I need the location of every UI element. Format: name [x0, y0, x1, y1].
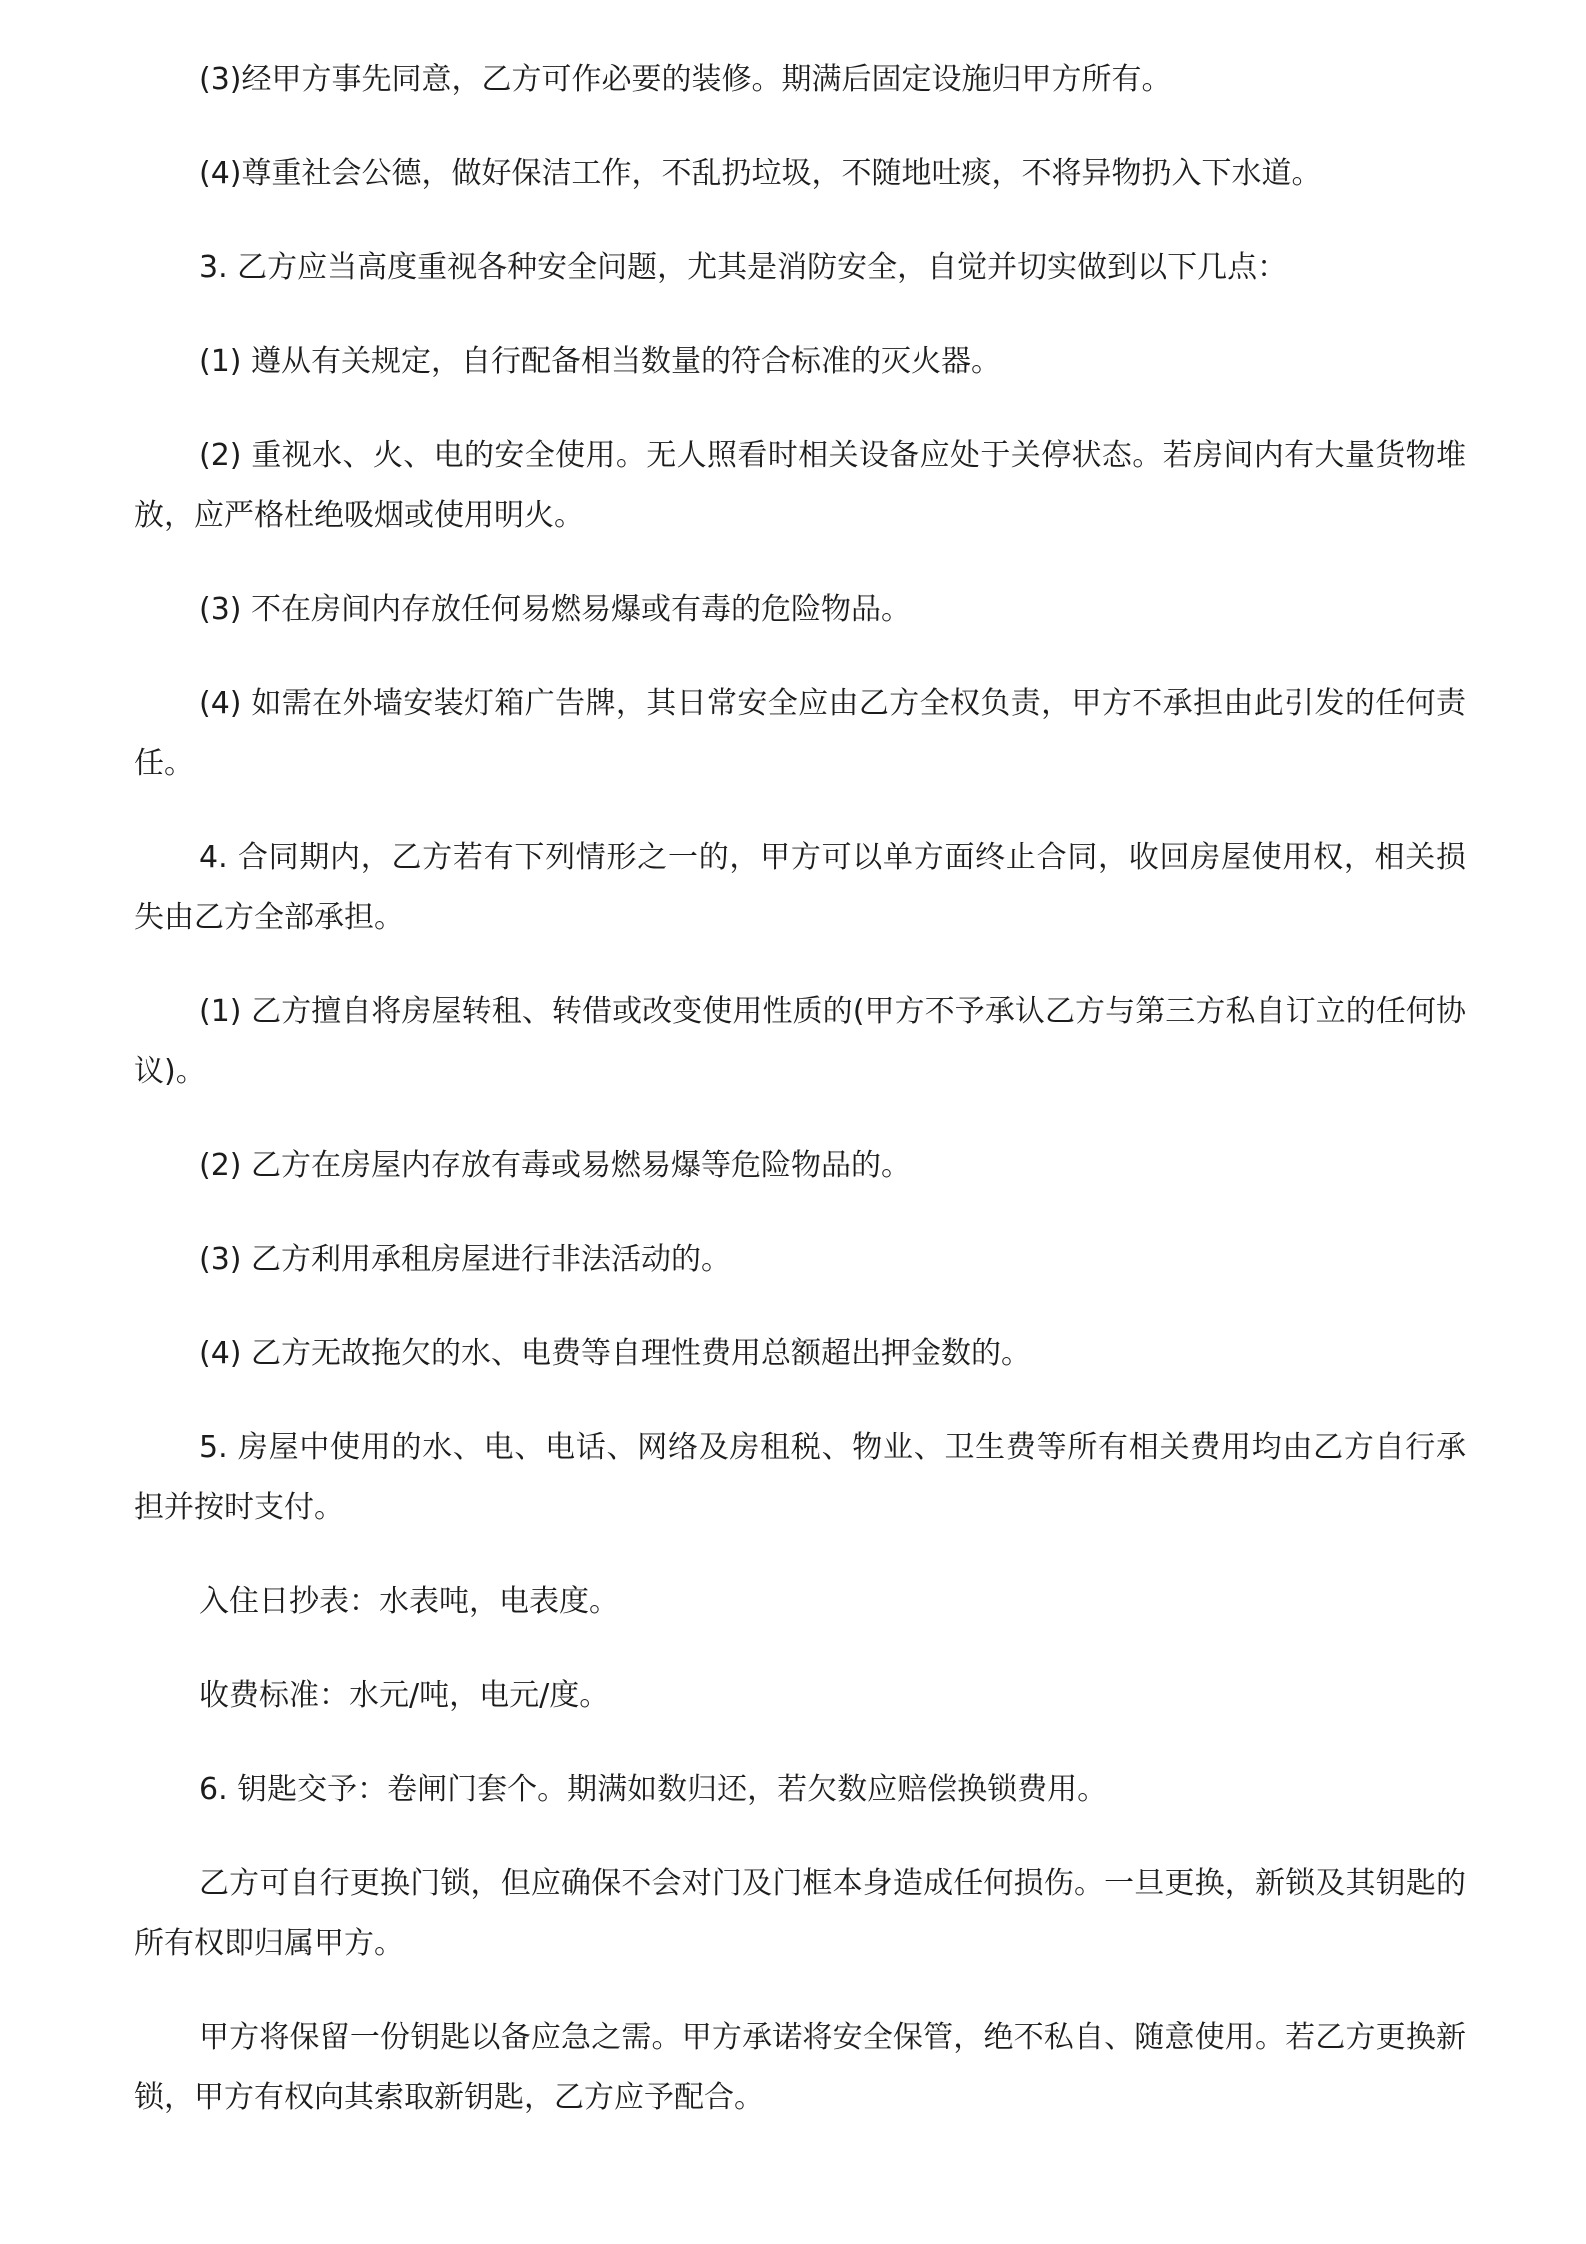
clause-paragraph: (4) 如需在外墙安装灯箱广告牌，其日常安全应由乙方全权负责，甲方不承担由此引发的任何责任。: [134, 686, 1466, 781]
clause-paragraph: (3) 乙方利用承租房屋进行非法活动的。: [199, 1242, 732, 1277]
clause-paragraph: (2) 乙方在房屋内存放有毒或易燃易爆等危险物品的。: [199, 1148, 912, 1183]
clause-paragraph: 乙方可自行更换门锁，但应确保不会对门及门框本身造成任何损伤。一旦更换，新锁及其钥匙的所有权即归属甲方。: [134, 1866, 1466, 1961]
clause-paragraph: 5. 房屋中使用的水、电、电话、网络及房租税、物业、卫生费等所有相关费用均由乙方自行承担并按时支付。: [134, 1430, 1466, 1525]
clause-paragraph: (3) 不在房间内存放任何易燃易爆或有毒的危险物品。: [199, 592, 912, 627]
clause-paragraph: (3)经甲方事先同意，乙方可作必要的装修。期满后固定设施归甲方所有。: [199, 62, 1172, 97]
clause-paragraph: (1) 乙方擅自将房屋转租、转借或改变使用性质的(甲方不予承认乙方与第三方私自订立的任何协议)。: [134, 994, 1466, 1089]
clause-paragraph: (4)尊重社会公德，做好保洁工作，不乱扔垃圾，不随地吐痰，不将异物扔入下水道。: [199, 156, 1322, 191]
clause-paragraph: 3. 乙方应当高度重视各种安全问题，尤其是消防安全，自觉并切实做到以下几点：: [199, 250, 1288, 285]
clause-paragraph: (2) 重视水、火、电的安全使用。无人照看时相关设备应处于关停状态。若房间内有大量货物堆放，应严格杜绝吸烟或使用明火。: [134, 438, 1466, 533]
clause-paragraph: 6. 钥匙交予：卷闸门套个。期满如数归还，若欠数应赔偿换锁费用。: [199, 1772, 1108, 1807]
clause-paragraph: 收费标准：水元/吨，电元/度。: [199, 1678, 610, 1713]
clause-paragraph: (1) 遵从有关规定，自行配备相当数量的符合标准的灭火器。: [199, 344, 1002, 379]
clause-paragraph: 甲方将保留一份钥匙以备应急之需。甲方承诺将安全保管，绝不私自、随意使用。若乙方更换新锁，甲方有权向其索取新钥匙，乙方应予配合。: [134, 2020, 1466, 2115]
clause-paragraph: 入住日抄表：水表吨，电表度。: [199, 1584, 619, 1619]
clause-paragraph: (4) 乙方无故拖欠的水、电费等自理性费用总额超出押金数的。: [199, 1336, 1032, 1371]
clause-paragraph: 4. 合同期内，乙方若有下列情形之一的，甲方可以单方面终止合同，收回房屋使用权，相关损失由乙方全部承担。: [134, 840, 1466, 935]
